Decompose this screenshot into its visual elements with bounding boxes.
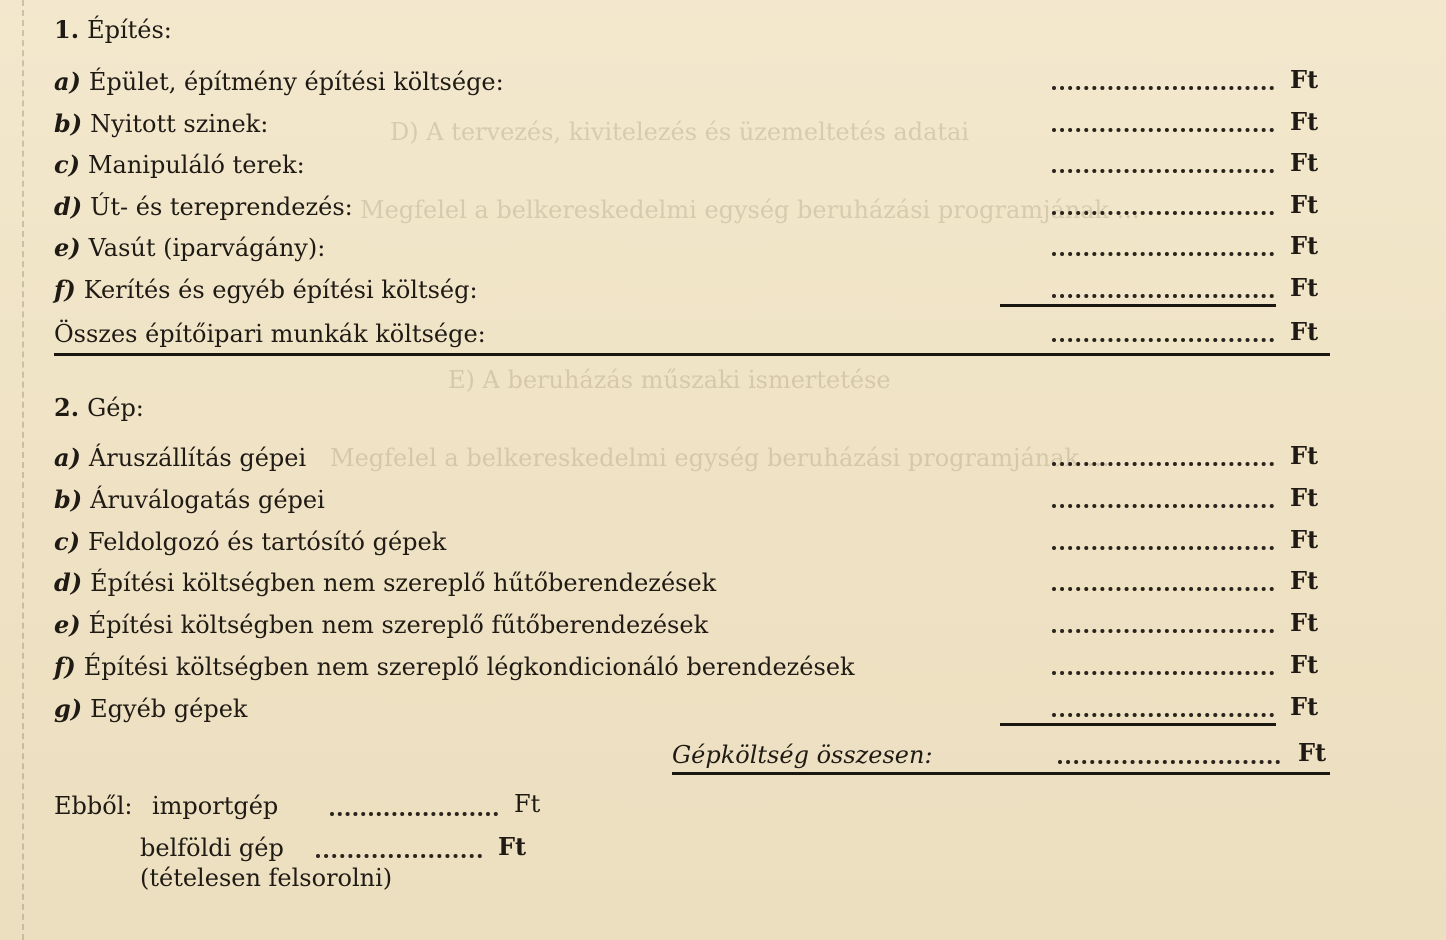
section2-item-f bbox=[54, 647, 1330, 687]
currency-unit: Ft bbox=[1290, 608, 1319, 637]
currency-unit: Ft bbox=[1290, 650, 1319, 679]
section1-item-c bbox=[54, 145, 1330, 185]
section2-total-rule bbox=[672, 772, 1330, 775]
total-amount-field[interactable] bbox=[1058, 760, 1280, 764]
bleed-through-text: Megfelel a belkereskedelmi egység beruházási programjának ... bbox=[330, 444, 1110, 472]
bleed-through-text: Megfelel a belkereskedelmi egység beruházási programjának ... bbox=[360, 196, 1140, 224]
item-label: Vasút (iparvágány): bbox=[88, 234, 326, 262]
item-label: Manipuláló terek: bbox=[87, 151, 305, 179]
amount-field[interactable] bbox=[1052, 587, 1274, 591]
section1-item-e bbox=[54, 228, 1330, 268]
section1-item-b bbox=[54, 104, 1330, 144]
item-marker: b) bbox=[54, 485, 83, 514]
item-marker: e) bbox=[54, 610, 81, 639]
amount-field[interactable] bbox=[1052, 252, 1274, 256]
item-label: Épület, építmény építési költsége: bbox=[88, 68, 504, 96]
section1-total-rule bbox=[54, 353, 1330, 356]
item-marker: g) bbox=[54, 694, 83, 723]
amount-field[interactable] bbox=[1052, 86, 1274, 90]
domestic-label: belföldi gép bbox=[140, 834, 284, 862]
section1-title: Építés: bbox=[87, 16, 172, 44]
item-label: Építési költségben nem szereplő hűtőberendezések bbox=[90, 569, 717, 597]
section2-number: 2. bbox=[54, 393, 80, 422]
item-label: Áruszállítás gépei bbox=[88, 444, 307, 472]
amount-field[interactable] bbox=[1052, 169, 1274, 173]
amount-field[interactable] bbox=[1052, 713, 1274, 717]
item-label: Nyitott szinek: bbox=[90, 110, 269, 138]
item-label: Áruválogatás gépei bbox=[90, 486, 325, 514]
amount-field[interactable] bbox=[1052, 504, 1274, 508]
section2-item-a bbox=[54, 438, 1330, 478]
section2-title: Gép: bbox=[87, 394, 144, 422]
item-marker: c) bbox=[54, 527, 80, 556]
breakdown-prefix: Ebből: bbox=[54, 792, 133, 820]
currency-unit: Ft bbox=[1290, 231, 1319, 260]
item-marker: b) bbox=[54, 109, 83, 138]
section2-item-c bbox=[54, 522, 1330, 562]
import-amount-field[interactable] bbox=[330, 812, 498, 816]
item-marker: d) bbox=[54, 192, 83, 221]
section1-heading bbox=[54, 15, 172, 44]
item-label: Út- és tereprendezés: bbox=[90, 193, 353, 221]
currency-unit: Ft bbox=[1290, 148, 1319, 177]
currency-unit: Ft bbox=[1290, 566, 1319, 595]
section2-total-label: Gépköltség összesen: bbox=[672, 741, 933, 769]
currency-unit: Ft bbox=[1290, 65, 1319, 94]
margin-line bbox=[22, 0, 24, 940]
itemize-note: (tételesen felsorolni) bbox=[140, 864, 393, 892]
item-label: Feldolgozó és tartósító gépek bbox=[87, 528, 447, 556]
bleed-through-text: D) A tervezés, kivitelezés és üzemeltetés adatai bbox=[390, 118, 970, 146]
item-label: Egyéb gépek bbox=[90, 695, 248, 723]
section2-item-b bbox=[54, 480, 1330, 520]
currency-unit: Ft bbox=[514, 790, 541, 818]
currency-unit: Ft bbox=[498, 832, 527, 861]
amount-field[interactable] bbox=[1052, 629, 1274, 633]
section2-item-d bbox=[54, 563, 1330, 603]
amount-field[interactable] bbox=[1052, 462, 1274, 466]
section1-total-row bbox=[54, 314, 1330, 354]
section2-heading-row bbox=[54, 388, 1330, 428]
item-marker: f) bbox=[54, 652, 76, 681]
item-marker: c) bbox=[54, 150, 80, 179]
domestic-amount-field[interactable] bbox=[316, 854, 482, 858]
currency-unit: Ft bbox=[1290, 190, 1319, 219]
currency-unit: Ft bbox=[1290, 483, 1319, 512]
currency-unit: Ft bbox=[1290, 317, 1319, 346]
section1-number: 1. bbox=[54, 15, 80, 44]
item-marker: a) bbox=[54, 67, 81, 96]
section2-item-e bbox=[54, 605, 1330, 645]
subtotal-rule bbox=[1000, 723, 1276, 726]
currency-unit: Ft bbox=[1290, 107, 1319, 136]
currency-unit: Ft bbox=[1290, 692, 1319, 721]
section1-item-a bbox=[54, 62, 1330, 102]
subtotal-rule bbox=[1000, 304, 1276, 307]
item-marker: a) bbox=[54, 443, 81, 472]
currency-unit: Ft bbox=[1290, 441, 1319, 470]
currency-unit: Ft bbox=[1290, 525, 1319, 554]
item-label: Építési költségben nem szereplő fűtőberendezések bbox=[88, 611, 709, 639]
section1-heading-row bbox=[54, 10, 1330, 50]
currency-unit: Ft bbox=[1298, 738, 1327, 767]
amount-field[interactable] bbox=[1052, 211, 1274, 215]
section2-heading bbox=[54, 393, 144, 422]
section1-total-label: Összes építőipari munkák költsége: bbox=[54, 320, 486, 348]
item-marker: d) bbox=[54, 568, 83, 597]
amount-field[interactable] bbox=[1052, 128, 1274, 132]
item-marker: e) bbox=[54, 233, 81, 262]
item-marker: f) bbox=[54, 275, 76, 304]
currency-unit: Ft bbox=[1290, 273, 1319, 302]
item-label: Építési költségben nem szereplő légkondicionáló berendezések bbox=[83, 653, 855, 681]
bleed-through-text: E) A beruházás műszaki ismertetése bbox=[448, 366, 891, 394]
import-label: importgép bbox=[152, 792, 279, 820]
amount-field[interactable] bbox=[1052, 294, 1274, 298]
total-amount-field[interactable] bbox=[1052, 338, 1274, 342]
amount-field[interactable] bbox=[1052, 546, 1274, 550]
section1-item-d bbox=[54, 187, 1330, 227]
item-label: Kerítés és egyéb építési költség: bbox=[83, 276, 478, 304]
amount-field[interactable] bbox=[1052, 671, 1274, 675]
